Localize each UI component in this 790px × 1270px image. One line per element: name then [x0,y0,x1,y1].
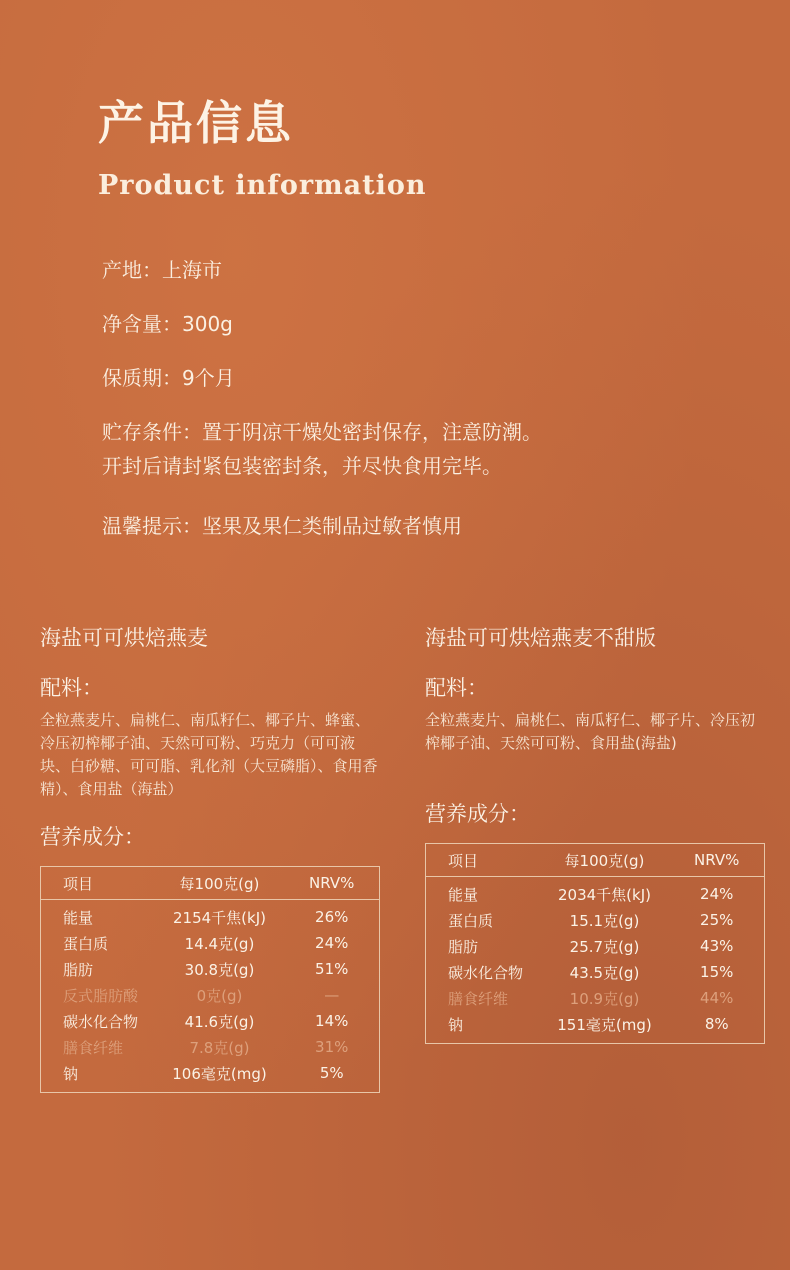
table-row [41,956,380,982]
table-row [426,1011,765,1037]
table-row [426,907,765,933]
row-nrv: 25% [700,911,734,929]
row-item: 钠 [63,1064,79,1083]
row-value: 10.9克(g) [569,989,640,1008]
row-value: 106毫克(mg) [172,1064,267,1083]
table-row [426,877,765,908]
row-value: 25.7克(g) [569,937,640,956]
row-nrv: — [324,986,340,1004]
header-item: 项目 [426,844,540,877]
row-nrv: 44% [700,989,734,1007]
row-value: 41.6克(g) [184,1012,255,1031]
row-value: 151毫克(mg) [557,1015,652,1034]
row-item: 膳食纤维 [63,1038,124,1057]
shelf-life-text: 保质期：9个月 [102,366,235,390]
ingredients-label: 配料： [425,676,488,700]
header-nrv: NRV% [284,867,379,900]
row-item: 碳水化合物 [448,963,524,982]
row-item: 蛋白质 [63,934,109,953]
ingredients-label: 配料： [40,676,103,700]
table-header-row [41,867,380,900]
row-item: 脂肪 [63,960,94,979]
row-item: 钠 [448,1015,464,1034]
row-value: 2154千焦(kJ) [172,908,266,927]
page-subtitle: Product information [98,170,427,201]
row-item: 能量 [63,908,94,927]
origin-text: 产地：上海市 [102,258,222,282]
row-nrv: 15% [700,963,734,981]
row-value: 30.8克(g) [184,960,255,979]
table-row [426,959,765,985]
row-item: 碳水化合物 [63,1012,139,1031]
header-per100g: 每100克(g) [155,867,285,900]
row-nrv: 24% [700,885,734,903]
row-value: 14.4克(g) [184,934,255,953]
product-column-2 [425,628,770,1044]
header-per100g: 每100克(g) [540,844,670,877]
row-nrv: 51% [315,960,349,978]
row-item: 蛋白质 [448,911,494,930]
table-header-row [426,844,765,877]
table-spacer [426,1037,765,1044]
table-row [426,985,765,1011]
page-title: 产品信息 [98,96,294,150]
nutrition-table [425,843,765,1044]
row-item: 反式脂肪酸 [63,986,139,1005]
header-nrv: NRV% [669,844,764,877]
header-item: 项目 [41,867,155,900]
ingredients-text: 全粒燕麦片、扁桃仁、南瓜籽仁、椰子片、蜂蜜、冷压初榨椰子油、天然可可粉、巧克力（可可液块、白砂糖、可可脂、乳化剂（大豆磷脂）、食用香精）、食用盐（海盐） [40,711,378,798]
row-nrv: 8% [704,1015,729,1033]
net-content-text: 净含量：300g [102,312,233,336]
row-value: 0克(g) [196,986,243,1005]
ingredients-text: 全粒燕麦片、扁桃仁、南瓜籽仁、椰子片、冷压初榨椰子油、天然可可粉、食用盐(海盐) [425,711,756,752]
row-nrv: 26% [315,908,349,926]
table-row [41,930,380,956]
nutrition-label: 营养成分： [425,802,530,826]
table-row [426,933,765,959]
row-item: 脂肪 [448,937,479,956]
nutrition-label: 营养成分： [40,825,145,849]
row-nrv: 5% [319,1064,344,1082]
storage-text-line1: 贮存条件：置于阴凉干燥处密封保存，注意防潮。 [102,420,542,444]
row-value: 43.5克(g) [569,963,640,982]
row-value: 2034千焦(kJ) [557,885,651,904]
row-value: 7.8克(g) [189,1038,250,1057]
table-row [41,900,380,931]
table-row [41,1008,380,1034]
allergy-warning: 温馨提示：坚果及果仁类制品过敏者慎用 [102,514,462,538]
product-column-1 [40,628,385,1093]
row-item: 膳食纤维 [448,989,509,1008]
row-nrv: 24% [315,934,349,952]
table-row [41,1060,380,1086]
table-spacer [41,1086,380,1093]
row-nrv: 43% [700,937,734,955]
product-name: 海盐可可烘焙燕麦 [40,626,208,650]
storage-text-line2: 开封后请封紧包装密封条，并尽快食用完毕。 [102,454,502,478]
row-nrv: 31% [315,1038,349,1056]
table-row [41,982,380,1008]
table-row [41,1034,380,1060]
product-name: 海盐可可烘焙燕麦不甜版 [425,626,656,650]
row-nrv: 14% [315,1012,349,1030]
row-value: 15.1克(g) [569,911,640,930]
row-item: 能量 [448,885,479,904]
nutrition-table [40,866,380,1093]
